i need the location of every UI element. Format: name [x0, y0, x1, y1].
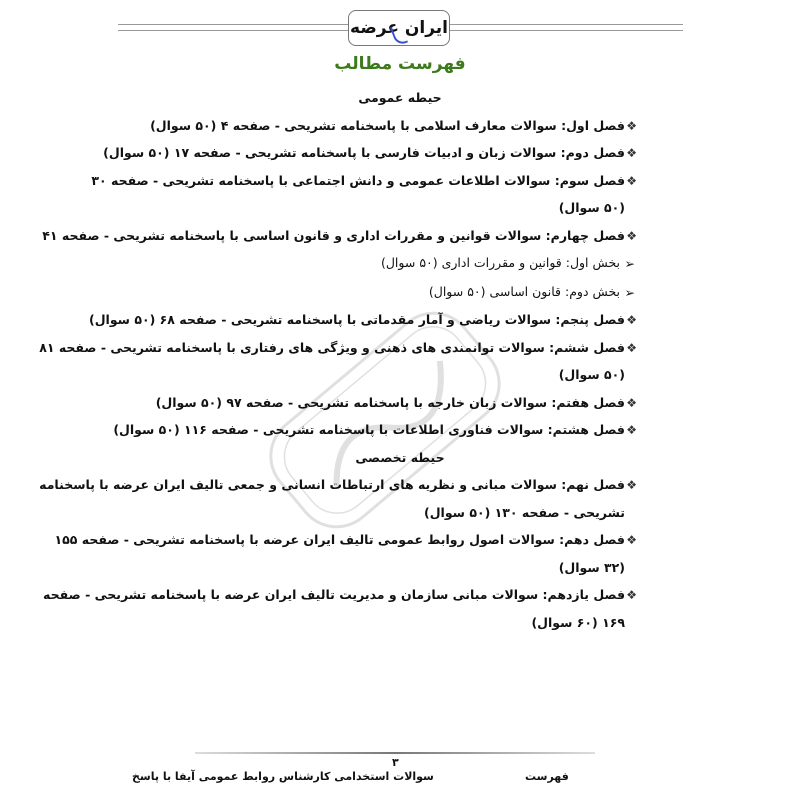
footer-section: فهرست — [525, 770, 569, 783]
toc-entry[interactable]: فصل هفتم: سوالات زبان خارجه با پاسخنامه تشریحی - صفحه ۹۷ (۵۰ سوال) — [155, 394, 625, 410]
section-heading: حیطه تخصصی — [355, 449, 445, 465]
toc-entry[interactable]: فصل دوم: سوالات زبان و ادبیات فارسی با پاسخنامه تشریحی - صفحه ۱۷ (۵۰ سوال) — [103, 145, 625, 160]
bullet-icon: ❖ — [626, 533, 637, 547]
bullet-icon: ❖ — [626, 588, 637, 602]
logo-text: ایران عرضه — [350, 18, 448, 38]
bullet-icon: ❖ — [626, 146, 637, 160]
bullet-icon: ❖ — [626, 118, 637, 133]
toc-entry[interactable]: (۵۰ سوال) — [558, 367, 625, 382]
bullet-icon: ❖ — [626, 395, 637, 410]
bullet-icon: ❖ — [626, 478, 637, 492]
toc-entry[interactable]: فصل اول: سوالات معارف اسلامی با پاسخنامه تشریحی - صفحه ۴ (۵۰ سوال) — [150, 117, 625, 133]
toc-entry[interactable]: ۱۶۹ (۶۰ سوال) — [531, 614, 625, 630]
bullet-icon: ❖ — [626, 423, 637, 437]
toc-entry[interactable]: فصل سوم: سوالات اطلاعات عمومی و دانش اجتماعی با پاسخنامه تشریحی - صفحه ۳۰ — [91, 172, 625, 188]
toc-subentry[interactable]: بخش اول: قوانین و مقررات اداری (۵۰ سوال) — [380, 255, 620, 270]
footer-rule — [195, 752, 595, 754]
toc-entry[interactable]: فصل ششم: سوالات توانمندی های ذهنی و ویژگی های رفتاری با پاسخنامه تشریحی - صفحه ۸۱ — [39, 339, 625, 355]
bullet-icon: ❖ — [626, 313, 637, 327]
bullet-icon: ❖ — [626, 340, 637, 355]
toc-entry[interactable]: (۳۲ سوال) — [558, 559, 625, 575]
arrow-bullet-icon: ➢ — [624, 284, 635, 300]
brand-logo — [348, 10, 450, 46]
bullet-icon: ❖ — [626, 173, 637, 188]
toc-subentry[interactable]: بخش دوم: قانون اساسی (۵۰ سوال) — [428, 283, 620, 299]
page-title: فهرست مطالب — [334, 54, 466, 74]
toc-entry[interactable]: فصل یازدهم: سوالات مبانی سازمان و مدیریت تالیف ایران عرضه با پاسخنامه تشریحی - صفحه — [43, 587, 625, 602]
toc-entry[interactable]: تشریحی - صفحه ۱۳۰ (۵۰ سوال) — [423, 504, 625, 520]
arrow-bullet-icon: ➢ — [624, 256, 635, 271]
bullet-icon: ❖ — [626, 228, 637, 243]
toc-entry[interactable]: (۵۰ سوال) — [558, 200, 625, 215]
toc-entry[interactable]: فصل هشتم: سوالات فناوری اطلاعات با پاسخنامه تشریحی - صفحه ۱۱۶ (۵۰ سوال) — [113, 422, 625, 437]
toc-entry[interactable]: فصل پنجم: سوالات ریاضی و آمار مقدماتی با پاسخنامه تشریحی - صفحه ۶۸ (۵۰ سوال) — [88, 312, 625, 327]
footer-book-title: سوالات استخدامی کارشناس روابط عمومی آیفا با پاسخ — [132, 770, 434, 783]
page-number: ۳ — [392, 756, 399, 769]
toc-entry[interactable]: فصل نهم: سوالات مبانی و نظریه های ارتباطات انسانی و جمعی تالیف ایران عرضه با پاسخنامه — [39, 477, 625, 492]
toc-entry[interactable]: فصل دهم: سوالات اصول روابط عمومی تالیف ایران عرضه با پاسخنامه تشریحی - صفحه ۱۵۵ — [54, 532, 625, 547]
toc-entry[interactable]: فصل چهارم: سوالات قوانین و مقررات اداری و قانون اساسی با پاسخنامه تشریحی - صفحه ۴۱ — [42, 227, 625, 243]
section-heading: حیطه عمومی — [358, 90, 442, 105]
